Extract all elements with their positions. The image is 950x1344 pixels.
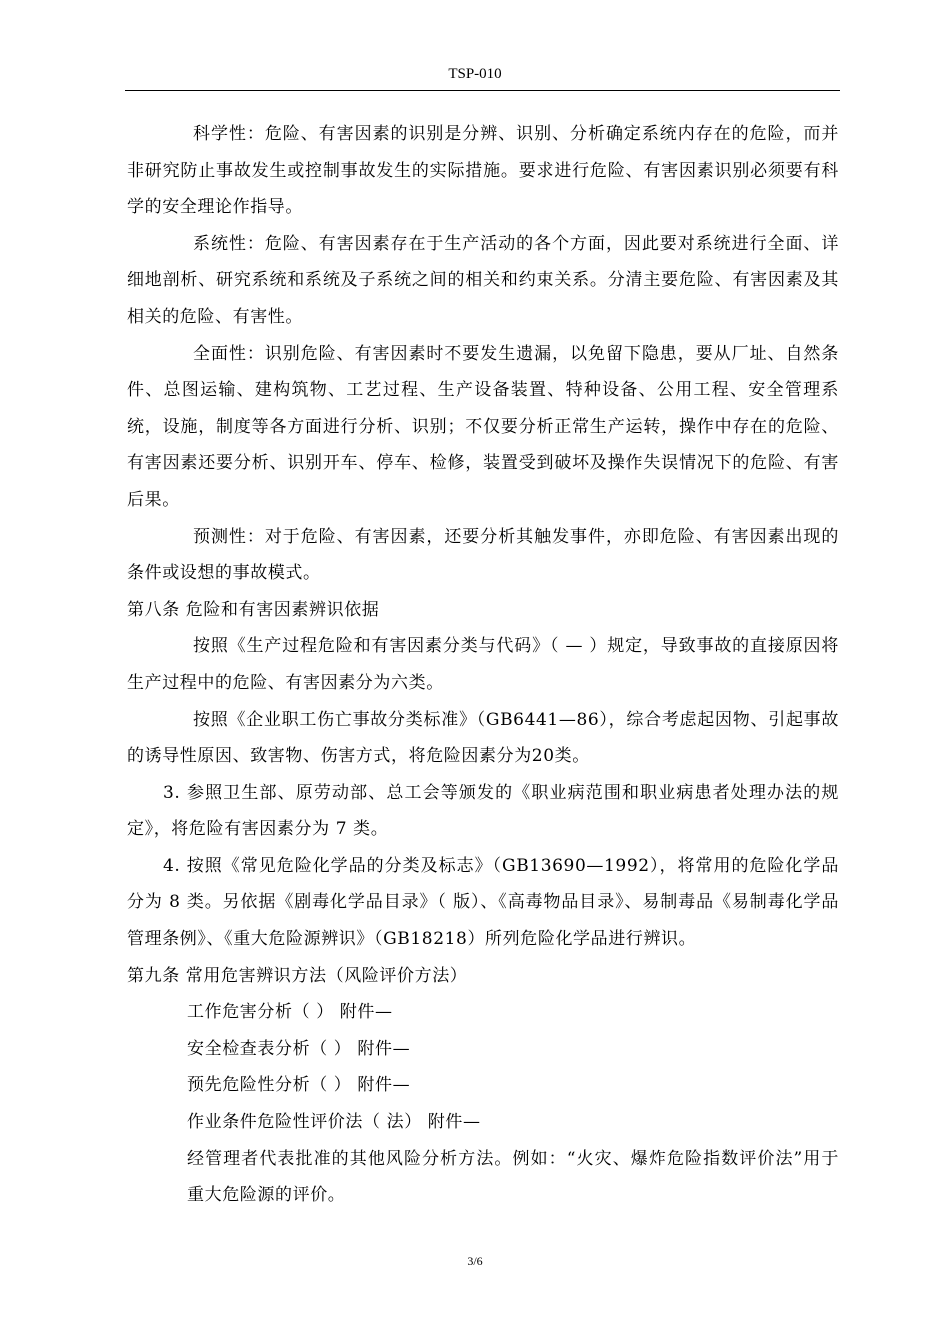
paragraph-basis-3: 3. 参照卫生部、原劳动部、总工会等颁发的《职业病范围和职业病患者处理办法的规定》，将危险有害因素分为 7 类。 [127,782,839,840]
method-pha: 预先危险性分析（ ） 附件— [187,1075,411,1096]
header-rule [125,90,840,91]
method-jha: 工作危害分析（ ） 附件— [187,1002,393,1023]
paragraph-systematic: 系统性：危险、有害因素存在于生产活动的各个方面，因此要对系统进行全面、详细地剖析、研究系统和系统及子系统之间的相关和约束关系。分清主要危险、有害因素及其相关的危险、有害性。 [127,233,839,327]
article-8-heading: 第八条 危险和有害因素辨识依据 [127,599,380,620]
method-other: 经管理者代表批准的其他风险分析方法。例如：“火灾、爆炸危险指数评价法”用于重大危险源的评价。 [187,1148,839,1206]
paragraph-basis-4: 4. 按照《常见危险化学品的分类及标志》（GB13690—1992），将常用的危险化学品分为 8 类。另依据《剧毒化学品目录》（ 版）、《高毒物品目录》、易制毒品《易制毒化学品管理条例》、《重大危险源辨识》（GB18218）所列危险化学品进行辨识。 [127,855,839,950]
page-number: 3/6 [467,1254,483,1268]
paragraph-scientific: 科学性：危险、有害因素的识别是分辨、识别、分析确定系统内存在的危险，而并非研究防止事故发生或控制事故发生的实际措施。要求进行危险、有害因素识别必须要有科学的安全理论作指导。 [127,124,839,218]
paragraph-predictive: 预测性：对于危险、有害因素，还要分析其触发事件，亦即危险、有害因素出现的条件或设想的事故模式。 [127,526,839,584]
method-checklist: 安全检查表分析（ ） 附件— [187,1038,411,1059]
paragraph-basis-2: 按照《企业职工伤亡事故分类标准》（GB6441—86），综合考虑起因物、引起事故的诱导性原因、致害物、伤害方式，将危险因素分为20类。 [127,709,839,767]
document-code: TSP-010 [448,66,502,82]
article-9-heading: 第九条 常用危害辨识方法（风险评价方法） [127,965,468,986]
paragraph-basis-1: 按照《生产过程危险和有害因素分类与代码》（ — ）规定，导致事故的直接原因将生产过程中的危险、有害因素分为六类。 [127,636,839,693]
method-lec: 作业条件危险性评价法（ 法） 附件— [187,1112,481,1133]
paragraph-comprehensive: 全面性：识别危险、有害因素时不要发生遗漏，以免留下隐患，要从厂址、自然条件、总图运输、建构筑物、工艺过程、生产设备装置、特种设备、公用工程、安全管理系统，设施，制度等各方面进行分析、识别；不仅要分析正常生产运转，操作中存在的危险、有害因素还要分析、识别开车、停车、检修，装置受到破坏及操作失误情况下的危险、有害后果。 [127,343,839,510]
document-body [127,116,839,1214]
